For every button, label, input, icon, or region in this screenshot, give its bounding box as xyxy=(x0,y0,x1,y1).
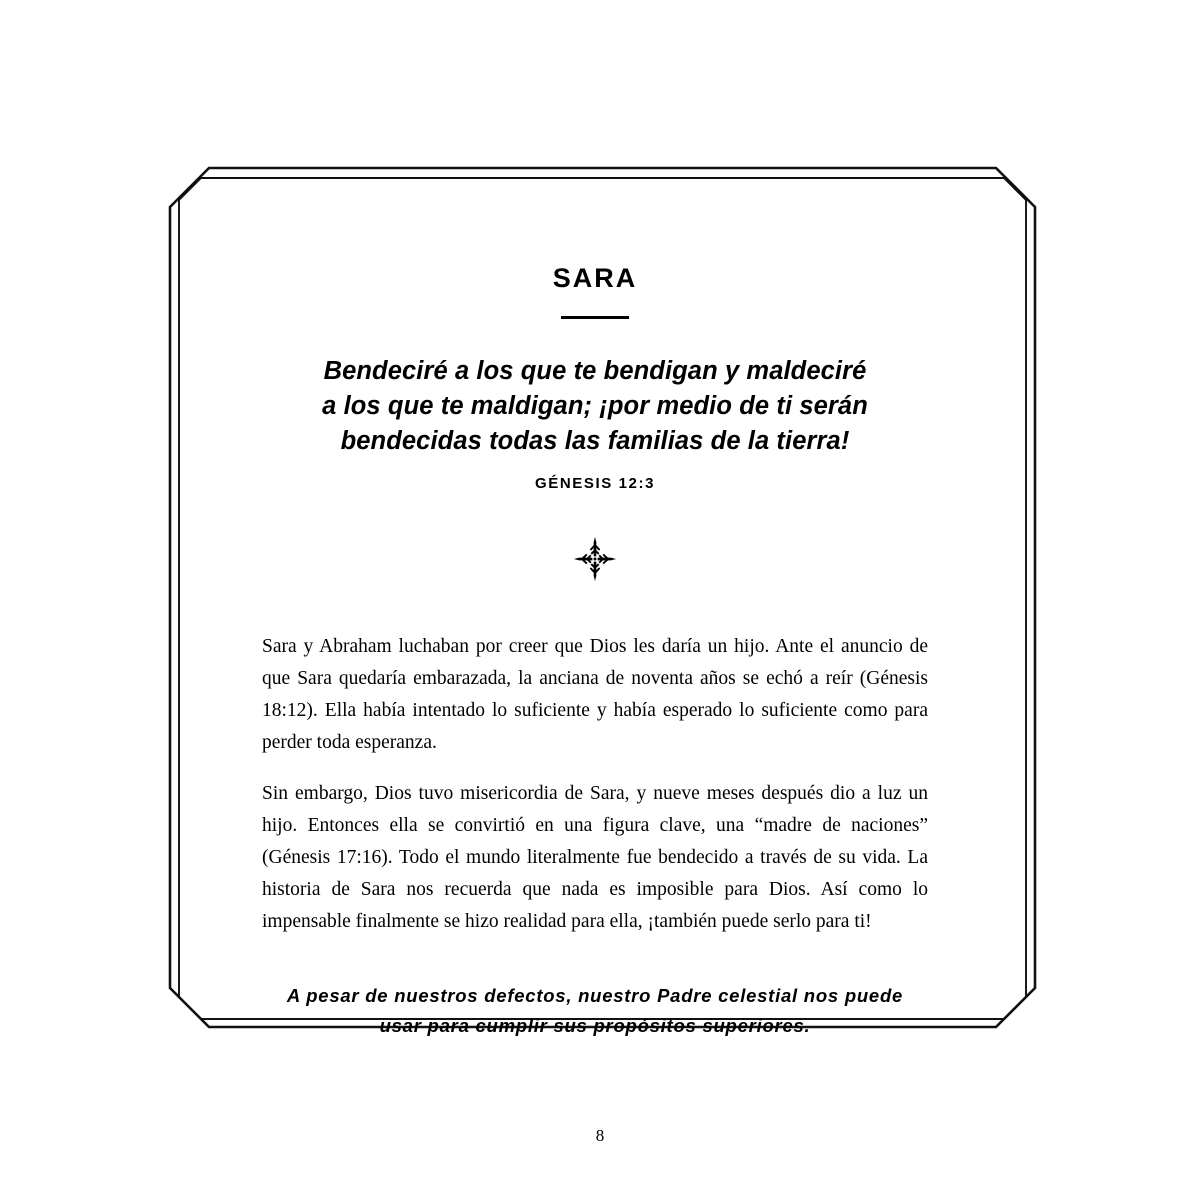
verse-line: a los que te maldigan; ¡por medio de ti serán xyxy=(322,391,868,420)
closing-statement xyxy=(262,937,928,1041)
body-paragraph: Sara y Abraham luchaban por creer que Dios les daría un hijo. Ante el anuncio de que Sara quedaría embarazada, la anciana de noventa años se echó a reír (Génesis 18:12). Ella había intentado lo suficiente y había esperado lo suficiente como para perder toda esperanza. xyxy=(262,636,928,753)
page-number: 8 xyxy=(595,1126,605,1145)
ornament-container xyxy=(262,492,928,582)
closing-line: A pesar de nuestros defectos, nuestro Padre celestial nos puede xyxy=(286,985,904,1007)
title-rule xyxy=(561,316,629,319)
closing-line: usar para cumplir sus propósitos superiores. xyxy=(379,1015,811,1037)
verse-line: bendecidas todas las familias de la tierra! xyxy=(340,427,850,456)
four-pointed-star-ornament xyxy=(573,536,617,582)
verse-reference: GÉNESIS 12:3 xyxy=(534,475,656,493)
page-title: SARA xyxy=(552,263,638,293)
page-content xyxy=(262,170,928,1041)
verse-line: Bendeciré a los que te bendigan y maldeciré xyxy=(323,356,867,385)
title-divider xyxy=(262,308,928,326)
verse-text xyxy=(262,326,928,460)
body-paragraph: Sin embargo, Dios tuvo misericordia de Sara, y nueve meses después dio a luz un hijo. Entonces ella se convirtió en una figura clave, una “madre de naciones” (Génesis 17:16). Todo el mundo literalmente fue bendecido a través de su vida. La historia de Sara nos recuerda que nada es imposible para Dios. Así como lo impensable finalmente se hizo realidad para ella, ¡también puede serlo para ti! xyxy=(262,783,928,932)
